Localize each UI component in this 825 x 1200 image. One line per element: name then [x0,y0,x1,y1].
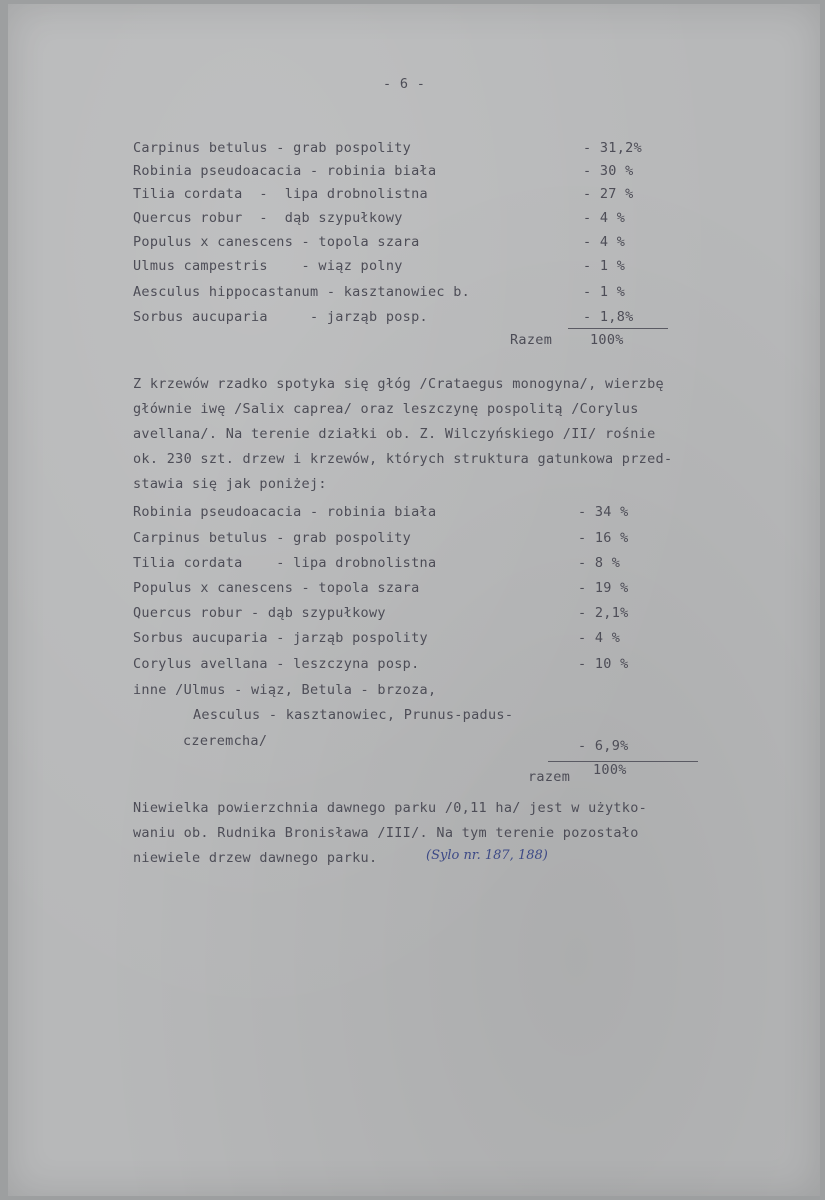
table-row-name: Aesculus hippocastanum - kasztanowiec b. [133,284,471,300]
table-row-name: Carpinus betulus - grab pospolity [133,530,412,546]
total-value: 100% [593,762,627,778]
table-row-value: - 31,2% [583,140,642,156]
total-value: 100% [590,332,624,348]
page-number: - 6 - [383,76,426,92]
table-row-name: inne /Ulmus - wiąz, Betula - brzoza, [133,682,437,698]
total-label: Razem [510,332,553,348]
table-row-value: - 19 % [578,580,629,596]
table-row-value: - 4 % [583,234,626,250]
table-row-value: - 1 % [583,258,626,274]
text-line: ok. 230 szt. drzew i krzewów, których struktura gatunkowa przed- [133,451,673,467]
text-line: stawia się jak poniżej: [133,476,327,492]
table-row-value: - 8 % [578,555,621,571]
table-row-name: Sorbus aucuparia - jarząb posp. [133,309,428,325]
sum-rule [568,328,668,329]
table-row-value: - 1,8% [583,309,634,325]
table-row-name: czeremcha/ [183,733,268,749]
table-row-value: - 6,9% [578,738,629,754]
table-row-name: Carpinus betulus - grab pospolity [133,140,412,156]
table-row-name: Quercus robur - dąb szypułkowy [133,210,403,226]
text-line: Niewielka powierzchnia dawnego parku /0,11 ha/ jest w użytko- [133,800,648,816]
table-row-value: - 34 % [578,504,629,520]
text-line: avellana/. Na terenie działki ob. Z. Wilczyńskiego /II/ rośnie [133,426,656,442]
text-line: głównie iwę /Salix caprea/ oraz leszczynę pospolitą /Corylus [133,401,639,417]
table-row-value: - 10 % [578,656,629,672]
table-row-name: Populus x canescens - topola szara [133,234,420,250]
text-line: Z krzewów rzadko spotyka się głóg /Crataegus monogyna/, wierzbę [133,376,664,392]
table-row-value: - 27 % [583,186,634,202]
table-row-value: - 4 % [578,630,621,646]
total-label: razem [528,769,571,785]
text-line: waniu ob. Rudnika Bronisława /III/. Na tym terenie pozostało [133,825,639,841]
table-row-value: - 16 % [578,530,629,546]
table-row-name: Ulmus campestris - wiąz polny [133,258,403,274]
table-row-value: - 30 % [583,163,634,179]
table-row-value: - 1 % [583,284,626,300]
table-row-name: Sorbus aucuparia - jarząb pospolity [133,630,428,646]
table-row-name: Tilia cordata - lipa drobnolistna [133,186,428,202]
table-row-value: - 2,1% [578,605,629,621]
table-row-value: - 4 % [583,210,626,226]
handwritten-note: (Sylo nr. 187, 188) [426,848,548,863]
text-line: niewiele drzew dawnego parku. [133,850,378,866]
table-row-name: Robinia pseudoacacia - robinia biała [133,504,437,520]
table-row-name: Aesculus - kasztanowiec, Prunus-padus- [193,707,514,723]
table-row-name: Tilia cordata - lipa drobnolistna [133,555,437,571]
table-row-name: Robinia pseudoacacia - robinia biała [133,163,437,179]
table-row-name: Populus x canescens - topola szara [133,580,420,596]
table-row-name: Corylus avellana - leszczyna posp. [133,656,420,672]
document-page [8,4,820,1196]
table-row-name: Quercus robur - dąb szypułkowy [133,605,386,621]
